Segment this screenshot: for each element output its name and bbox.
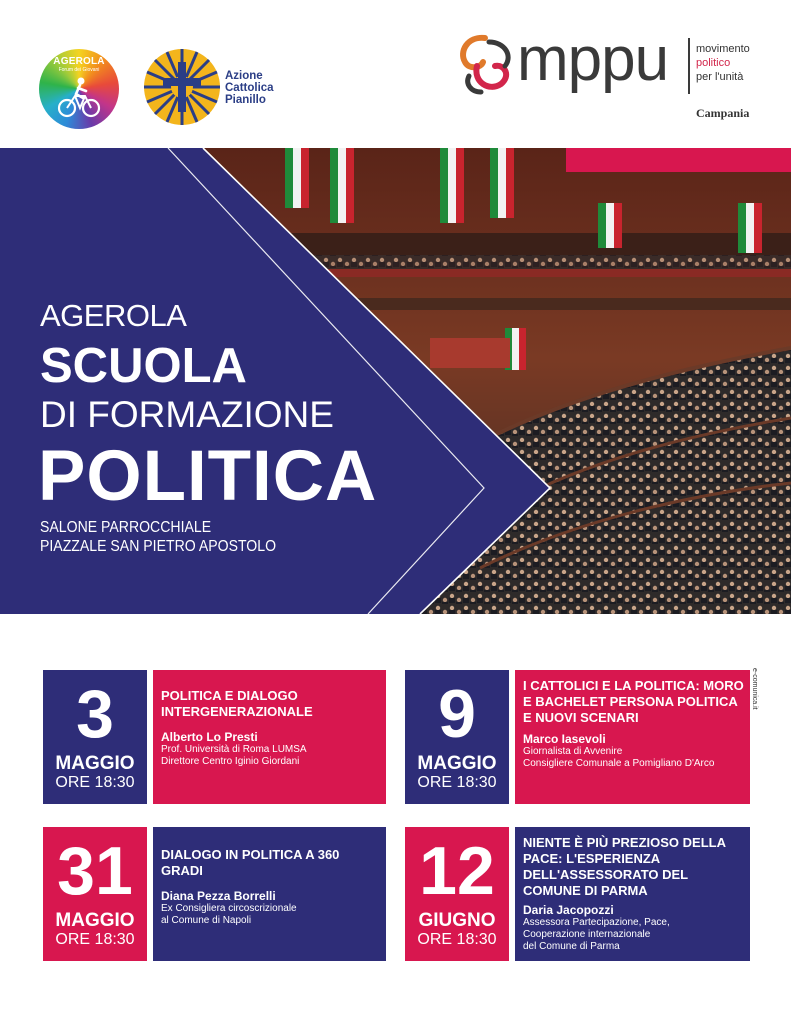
agerola-logo <box>39 49 119 129</box>
event-title: DIALOGO IN POLITICA A 360 GRADI <box>161 847 340 878</box>
event-title: POLITICA E DIALOGO INTERGENERAZIONALE <box>161 688 313 719</box>
event-date-box <box>43 670 147 804</box>
event-day: 31 <box>57 833 133 909</box>
ac-line-1: Azione <box>225 70 263 82</box>
event-title: I CATTOLICI E LA POLITICA: MORO E BACHELET PERSONA POLITICA E NUOVI SCENARI <box>523 678 744 725</box>
mppu-region: Campania <box>696 106 750 120</box>
event-speaker: Daria Jacopozzi <box>523 903 614 917</box>
event-month: MAGGIO <box>417 753 497 774</box>
hero-venue <box>40 518 276 556</box>
event-info-box <box>515 827 750 961</box>
event-month: GIUGNO <box>418 910 496 931</box>
hero-title-scuola: SCUOLA <box>40 339 247 393</box>
event-day: 9 <box>438 676 476 752</box>
agerola-logo-sub: Forum dei Giovani <box>58 67 100 73</box>
event-time: ORE 18:30 <box>417 931 497 948</box>
event-date-box <box>43 827 147 961</box>
event-title: NIENTE È PIÙ PREZIOSO DELLA PACE: L'ESPERIENZA DELL'ASSESSORATO DEL COMUNE DI PARMA <box>523 835 726 898</box>
cyclist-icon <box>57 76 101 120</box>
azione-cattolica-logo <box>143 48 221 126</box>
event-info-box <box>515 670 750 804</box>
event-speaker-role: Ex Consigliera circoscrizionale al Comune di Napoli <box>161 903 297 926</box>
event-speaker-role: Assessora Partecipazione, Pace, Cooperazione internazionale del Comune di Parma <box>523 917 670 952</box>
event-card-1 <box>43 670 386 804</box>
event-month: MAGGIO <box>55 910 135 931</box>
venue-line-2: PIAZZALE SAN PIETRO APOSTOLO <box>40 538 277 555</box>
event-speaker: Diana Pezza Borrelli <box>161 889 276 903</box>
design-credit: e-comunica.it <box>751 668 758 710</box>
event-month: MAGGIO <box>55 753 135 774</box>
event-speaker: Alberto Lo Presti <box>161 730 258 744</box>
event-card-3 <box>43 827 386 961</box>
hero-town: AGEROLA <box>40 298 187 333</box>
hero-title-formazione: DI FORMAZIONE <box>40 394 334 435</box>
mppu-line-3: per l'unità <box>696 71 744 83</box>
event-info-box <box>153 670 386 804</box>
mppu-divider <box>688 38 690 94</box>
event-speaker: Marco Iasevoli <box>523 732 606 746</box>
event-card-4 <box>405 827 750 961</box>
event-time: ORE 18:30 <box>55 931 135 948</box>
event-card-2 <box>405 670 750 804</box>
azione-cattolica-text <box>225 70 274 106</box>
venue-line-1: SALONE PARROCCHIALE <box>40 519 212 536</box>
agerola-logo-text: AGEROLA <box>53 56 105 67</box>
ac-line-2: Cattolica <box>225 82 274 94</box>
hero-title-politica: POLITICA <box>38 437 378 516</box>
event-day: 3 <box>76 676 114 752</box>
ac-line-3: Pianillo <box>225 94 266 106</box>
event-speaker-role: Giornalista di Avvenire Consigliere Comunale a Pomigliano D'Arco <box>523 746 715 769</box>
event-date-box <box>405 827 509 961</box>
mppu-subtitle <box>696 42 750 84</box>
event-day: 12 <box>419 833 495 909</box>
mppu-icon <box>455 32 519 98</box>
mppu-line-1: movimento <box>696 43 750 55</box>
event-date-box <box>405 670 509 804</box>
mppu-line-2: politico <box>696 57 731 69</box>
event-speaker-role: Prof. Università di Roma LUMSA Direttore Centro Iginio Giordani <box>161 744 307 767</box>
event-info-box <box>153 827 386 961</box>
event-time: ORE 18:30 <box>55 774 135 791</box>
mppu-wordmark: mppu <box>517 25 669 94</box>
event-time: ORE 18:30 <box>417 774 497 791</box>
